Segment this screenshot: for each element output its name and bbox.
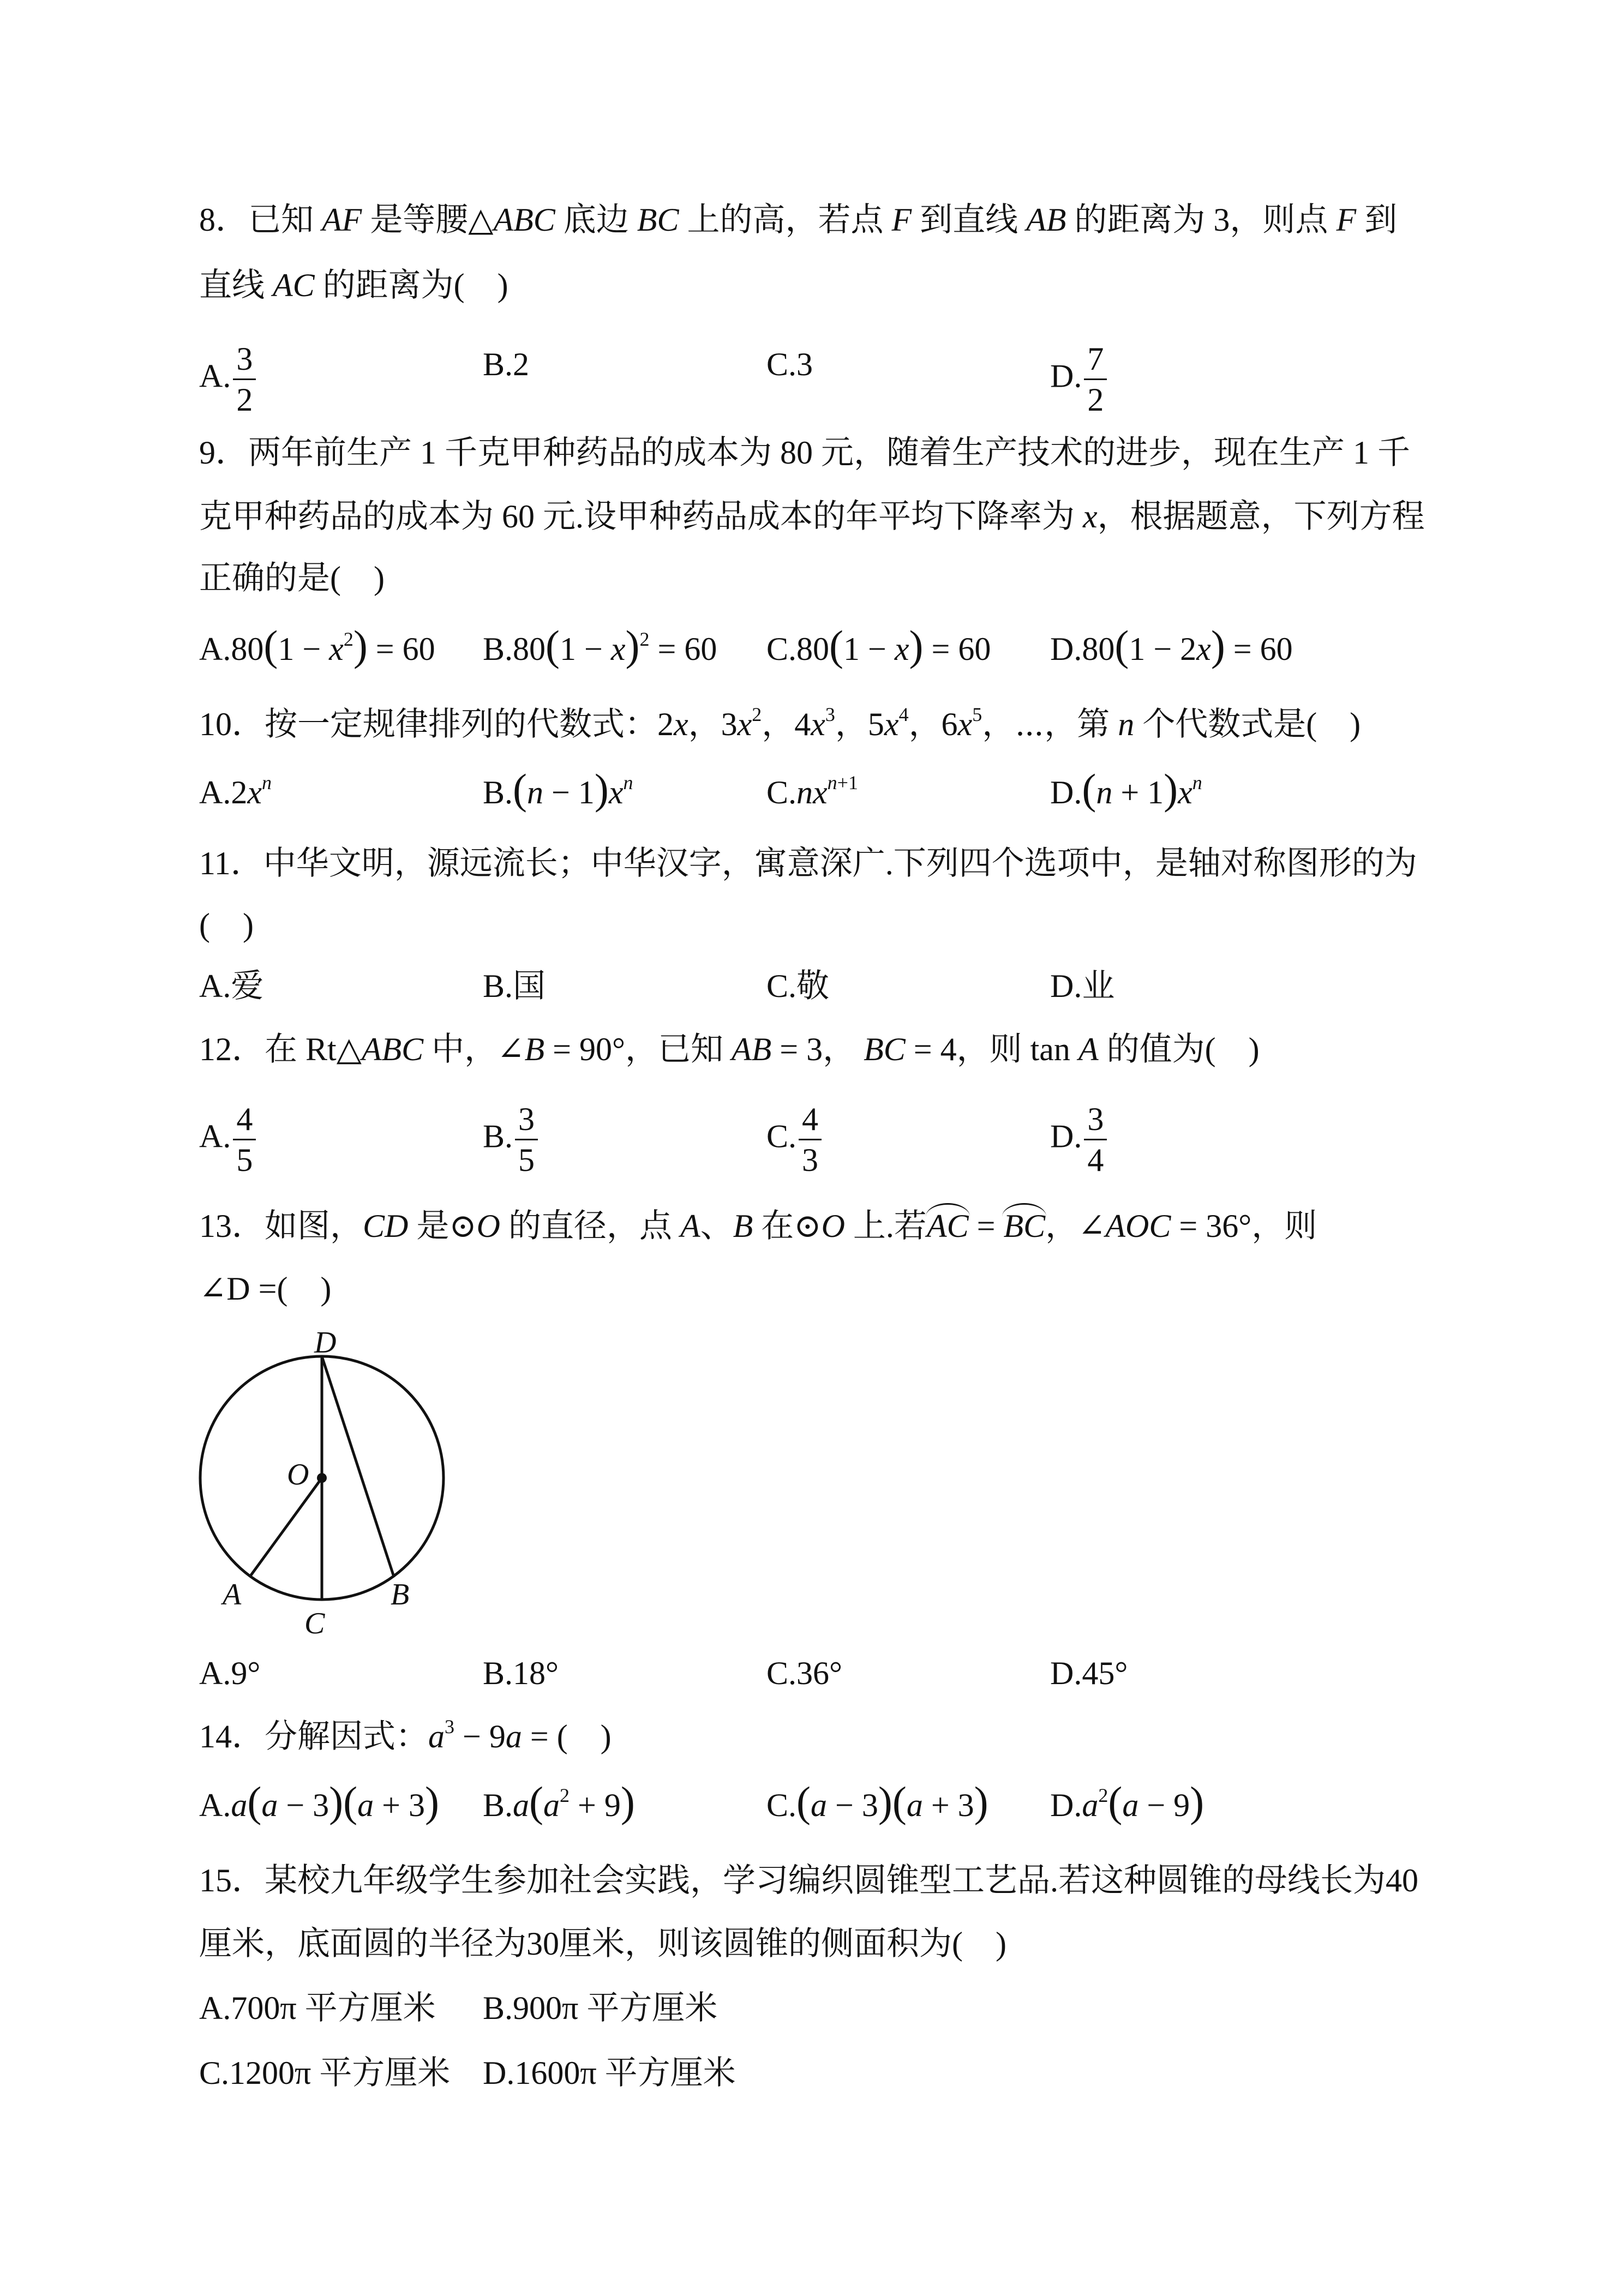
q13-text: 在⊙ (761, 1208, 822, 1244)
q12-text: 的值为( ) (1106, 1031, 1260, 1067)
numerator: 7 (1084, 342, 1107, 380)
option-label: C. (766, 1118, 797, 1155)
q13-text: 13．如图， (199, 1208, 363, 1244)
q10-option-c[interactable]: $C.nx^{n+1}$ (766, 772, 858, 810)
option-label: A. (199, 1787, 231, 1823)
numerator: 3 (515, 1103, 538, 1140)
q12-text: 中， (432, 1031, 498, 1067)
option-label: D. (1050, 358, 1082, 394)
q13-option-c[interactable]: C.36° (766, 1655, 843, 1691)
q8-text: 的距离为( ) (322, 267, 508, 303)
option-label: D. (1050, 631, 1082, 667)
question-15-line-2: 厘米，底面圆的半径为30厘米，则该圆锥的侧面积为( ) (199, 1926, 1006, 1962)
q8-text: 到 (1364, 202, 1398, 238)
question-8-line-1 (199, 198, 1397, 242)
question-13-line-2: ∠D =( ) (199, 1271, 332, 1307)
q13-option-a[interactable]: A.9° (199, 1655, 261, 1691)
q12-option-a[interactable] (199, 1103, 256, 1176)
question-11-line-1: 11．中华文明，源远流长；中华汉字，寓意深广.下列四个选项中，是轴对称图形的为 (199, 845, 1417, 881)
q14-option-c[interactable]: C.(a − 3)(a + 3) (766, 1778, 988, 1825)
q9-option-a[interactable]: $A.80(1 - x^2) = 60$ (199, 622, 435, 669)
q10-text: ，第 (1044, 706, 1110, 742)
q9-option-d[interactable]: D.80(1 − 2x) = 60 (1050, 622, 1293, 669)
q13-text: 是⊙ (416, 1208, 477, 1244)
q13-option-d[interactable]: D.45° (1050, 1655, 1128, 1691)
question-8-line-2 (199, 263, 508, 307)
option-label: C. (766, 631, 797, 667)
fraction (515, 1103, 538, 1176)
option-label: A. (199, 631, 231, 667)
q10-option-b[interactable]: $B.(n - 1)x^n$ (483, 765, 633, 813)
q13-text: ， (1045, 1208, 1078, 1244)
option-label: B. (483, 631, 513, 667)
fraction (799, 1103, 822, 1176)
q8-option-b[interactable]: B.2 (483, 346, 530, 382)
q8-var-bc: BC (637, 202, 679, 238)
q12-option-b[interactable] (483, 1103, 538, 1176)
q13-var-o: O (821, 1208, 845, 1244)
q12-var-abc: ABC (361, 1031, 424, 1067)
q9-option-b[interactable]: $B.80(1 - x)^2 = 60$ (483, 622, 717, 669)
q15-option-a[interactable]: A.700π 平方厘米 (199, 1990, 436, 2026)
q8-var-f: F (1336, 202, 1357, 238)
question-11-line-2: ( ) (199, 907, 254, 943)
question-15-line-1: 15．某校九年级学生参加社会实践，学习编织圆锥型工艺品.若这种圆锥的母线长为40 (199, 1862, 1418, 1898)
label-o: O (287, 1458, 309, 1492)
denominator: 2 (1087, 382, 1104, 418)
q11-option-a[interactable]: A.爱 (199, 968, 264, 1004)
q8-text: 直线 (199, 267, 265, 303)
question-10-line-1: 10．按一定规律排列的代数式：2x，$3x^2$，$4x^3$，$5x^4$，$6x^5$，⋯，第 n 个代数式是( ) (199, 704, 1361, 742)
q12-option-c[interactable] (766, 1103, 822, 1176)
q9-option-c[interactable]: C.80(1 − x) = 60 (766, 622, 991, 669)
question-13-line-1: 13．如图，CD 是⊙O 的直径，点 A、B 在⊙O 上.若AC = BC，∠AOC = 36°，则 (199, 1204, 1317, 1248)
option-label: C. (766, 774, 797, 810)
q14-option-a[interactable]: A.a(a − 3)(a + 3) (199, 1778, 439, 1825)
q8-var-ac: AC (273, 267, 315, 303)
q8-text: 上的高，若点 (687, 202, 884, 238)
q8-option-d[interactable] (1050, 342, 1107, 416)
q8-var-abc: ABC (493, 202, 555, 238)
label-b: B (391, 1578, 410, 1612)
q8-text: 到直线 (920, 202, 1018, 238)
q13-var-o: O (476, 1208, 500, 1244)
q8-text: 的距离为 3，则点 (1074, 202, 1328, 238)
denominator: 3 (802, 1142, 819, 1178)
fraction (1084, 342, 1107, 416)
label-d: D (314, 1326, 337, 1360)
question-9-line-1: 9．两年前生产 1 千克甲种药品的成本为 80 元，随着生产技术的进步，现在生产 1 千 (199, 435, 1410, 471)
q12-text: ，已知 (625, 1031, 723, 1067)
option-label: A. (199, 358, 231, 394)
option-label: A. (199, 1118, 231, 1155)
q8-option-a[interactable] (199, 342, 256, 416)
q12-var-a: A (1078, 1031, 1099, 1067)
q10-var-n: n (1118, 706, 1135, 742)
q8-var-f: F (891, 202, 912, 238)
arc-ac: AC (927, 1204, 969, 1248)
q8-option-c[interactable]: C.3 (766, 346, 813, 382)
q11-option-b[interactable]: B.国 (483, 968, 546, 1004)
numerator: 3 (233, 342, 256, 380)
question-number: 8． (199, 202, 248, 238)
circle-figure (185, 1320, 469, 1642)
denominator: 5 (518, 1142, 535, 1178)
option-label: B. (483, 774, 513, 810)
fraction (233, 342, 256, 416)
q12-text: 12．在 Rt△ (199, 1031, 362, 1067)
label-c: C (304, 1607, 325, 1640)
question-9-line-3: 正确的是( ) (199, 560, 385, 596)
option-label: A. (199, 774, 231, 810)
q10-option-d[interactable]: $D.(n + 1)x^n$ (1050, 765, 1202, 813)
q8-var-af: AF (322, 202, 362, 238)
option-label: D. (1050, 774, 1082, 810)
q13-text: 上.若 (853, 1208, 927, 1244)
chord-db (322, 1356, 394, 1577)
q14-text: 14．分解因式： (199, 1718, 428, 1754)
q15-option-b[interactable]: B.900π 平方厘米 (483, 1990, 718, 2026)
option-label: D. (1050, 1787, 1082, 1823)
q15-option-d[interactable]: D.1600π 平方厘米 (483, 2055, 736, 2091)
q8-text: 已知 (248, 202, 314, 238)
q13-text: 、 (700, 1208, 733, 1244)
fraction (1084, 1103, 1107, 1176)
denominator: 4 (1087, 1142, 1104, 1178)
q14-text: ( ) (556, 1718, 612, 1754)
q13-text: ，则 (1251, 1208, 1317, 1244)
question-9-line-2 (199, 495, 1425, 538)
numerator: 4 (233, 1103, 256, 1140)
q13-option-b[interactable]: B.18° (483, 1655, 559, 1691)
numerator: 4 (799, 1103, 822, 1140)
q14-option-d[interactable]: $D.a^2(a - 9)$ (1050, 1778, 1204, 1825)
q10-text: 10．按一定规律排列的代数式： (199, 706, 657, 742)
q12-text: ， (823, 1031, 856, 1067)
q11-option-d[interactable]: D.业 (1050, 968, 1115, 1004)
q8-text: 是等腰△ (370, 202, 494, 238)
q11-option-c[interactable]: C.敬 (766, 968, 830, 1004)
q15-option-c[interactable]: C.1200π 平方厘米 (199, 2055, 451, 2091)
option-label: B. (483, 1787, 513, 1823)
radius-oa (250, 1478, 322, 1577)
q13-var-b: B (733, 1208, 753, 1244)
question-12-line-1: 12．在 Rt△ABC 中，∠B = 90°，已知 AB = 3， BC = 4，则 tan A 的值为( ) (199, 1031, 1260, 1067)
label-a: A (223, 1578, 242, 1612)
option-label: D. (1050, 1118, 1082, 1155)
q12-option-d[interactable] (1050, 1103, 1107, 1176)
q10-text: 个代数式是( ) (1142, 706, 1361, 742)
denominator: 5 (236, 1142, 253, 1178)
numerator: 3 (1084, 1103, 1107, 1140)
q8-text: 底边 (563, 202, 629, 238)
q10-option-a[interactable]: $A.2x^n$ (199, 772, 272, 810)
arc-bc: BC (1003, 1204, 1045, 1248)
q9-text: 克甲种药品的成本为 60 元.设甲种药品成本的年平均下降率为 (199, 498, 1075, 534)
denominator: 2 (236, 382, 253, 418)
q13-text: 的直径，点 (508, 1208, 672, 1244)
q12-text: ，则 tan (956, 1031, 1070, 1067)
center-point (317, 1473, 327, 1483)
option-label: B. (483, 1118, 513, 1155)
option-label: C. (766, 1787, 797, 1823)
q9-text: ，根据题意，下列方程 (1097, 498, 1425, 534)
question-14-line-1: 14．分解因式：$a^3 - 9a$ = ( ) (199, 1716, 612, 1754)
q14-option-b[interactable]: $B.a(a^2 + 9)$ (483, 1778, 635, 1825)
q13-var-a: A (680, 1208, 700, 1244)
q13-var-cd: CD (363, 1208, 409, 1244)
q8-var-ab: AB (1026, 202, 1066, 238)
fraction (233, 1103, 256, 1176)
q9-var-x: x (1083, 498, 1098, 534)
